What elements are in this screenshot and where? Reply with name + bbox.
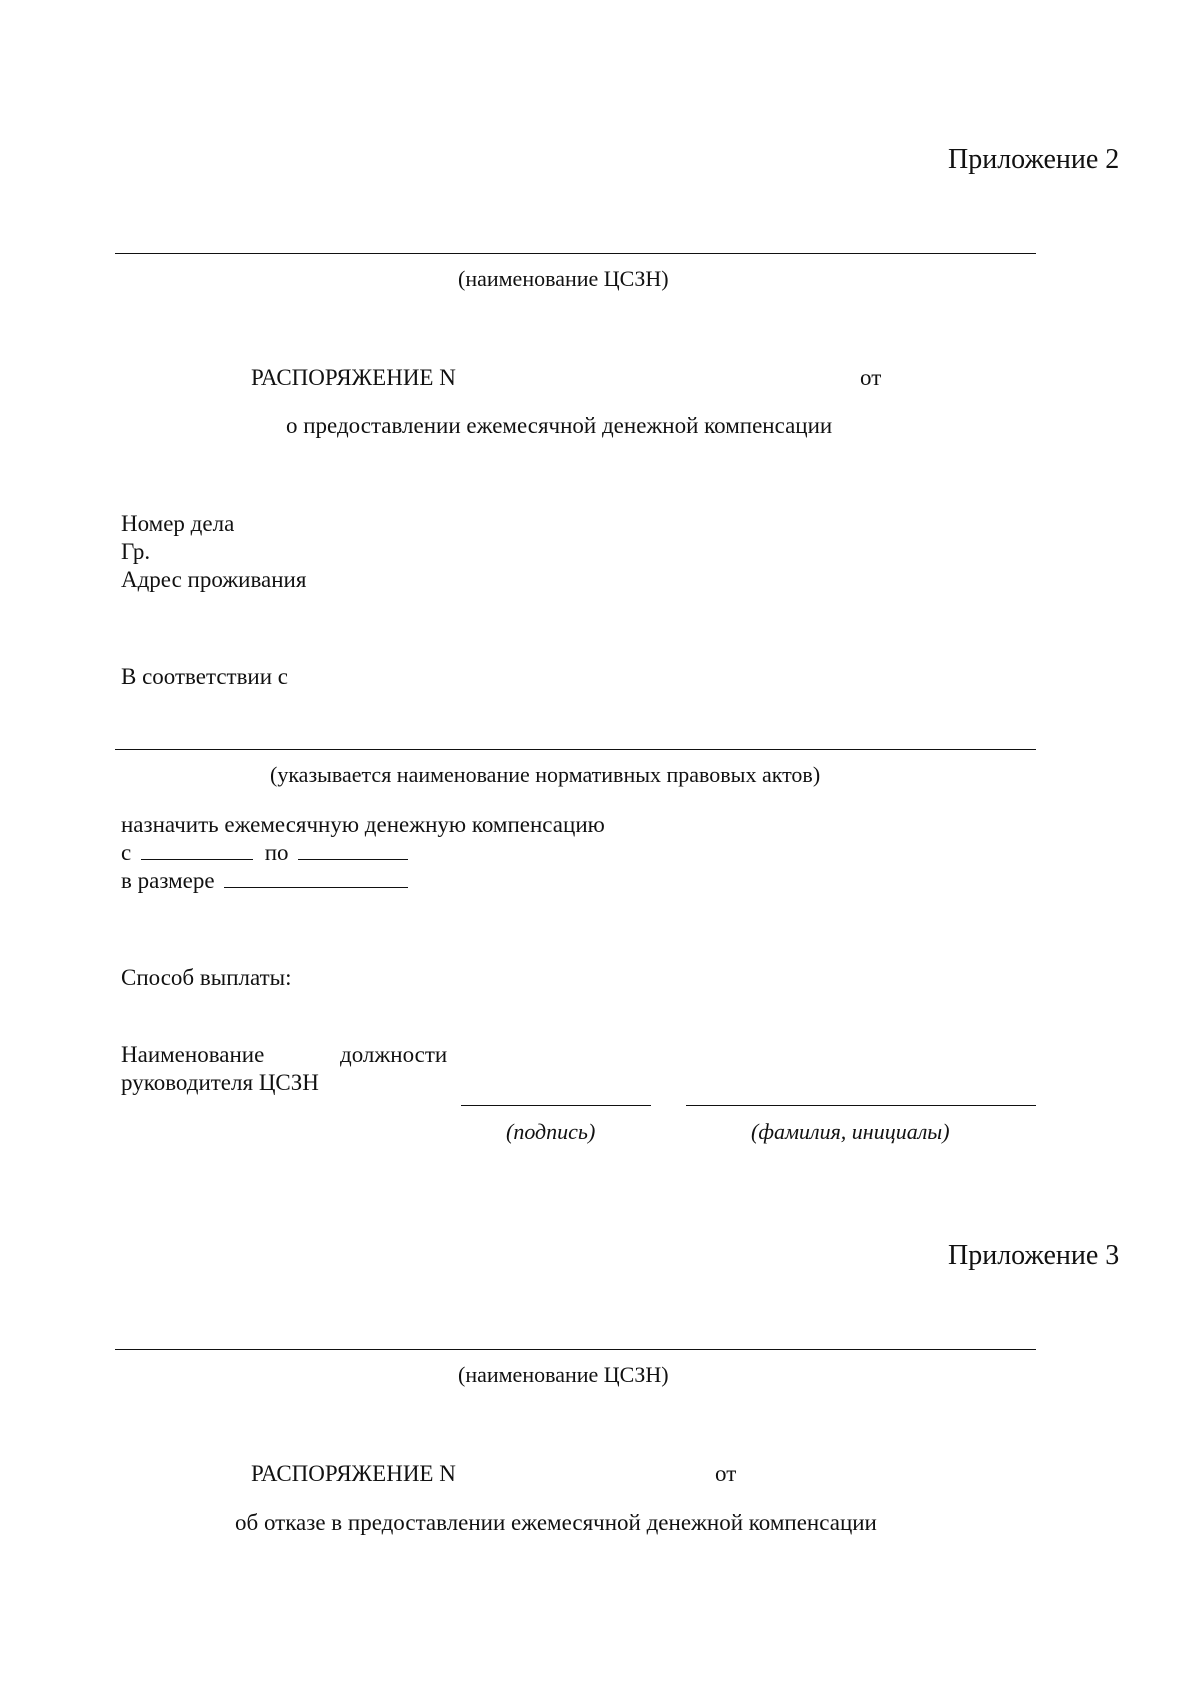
amount-row	[121, 869, 408, 892]
head-position-word2: должности	[340, 1042, 448, 1067]
org-name-caption: (наименование ЦСЗН)	[458, 266, 669, 291]
amount-label: в размере	[121, 868, 215, 893]
order-title-2: РАСПОРЯЖЕНИЕ N	[251, 1461, 456, 1486]
order-date-label-2: от	[715, 1461, 737, 1486]
period-to-blank	[298, 841, 408, 860]
legal-acts-line	[115, 749, 1036, 750]
period-to-label: по	[264, 840, 289, 865]
appendix-2-heading: Приложение 2	[948, 144, 1120, 175]
head-position-line2: руководителя ЦСЗН	[121, 1070, 319, 1095]
citizen-label: Гр.	[121, 539, 151, 564]
org-name-line-2	[115, 1349, 1036, 1350]
full-name-line	[686, 1105, 1036, 1106]
case-number-label: Номер дела	[121, 511, 235, 536]
order-subject: о предоставлении ежемесячной денежной компенсации	[286, 413, 833, 438]
legal-acts-caption: (указывается наименование нормативных правовых актов)	[270, 762, 821, 787]
address-label: Адрес проживания	[121, 567, 307, 592]
according-to-label: В соответствии с	[121, 664, 289, 689]
org-name-caption-2: (наименование ЦСЗН)	[458, 1362, 669, 1387]
order-subject-2: об отказе в предоставлении ежемесячной денежной компенсации	[235, 1510, 877, 1535]
amount-blank	[224, 869, 408, 888]
period-row	[121, 841, 408, 864]
order-title: РАСПОРЯЖЕНИЕ N	[251, 365, 456, 390]
head-position-word1: Наименование	[121, 1042, 265, 1067]
full-name-caption: (фамилия, инициалы)	[751, 1119, 950, 1144]
signature-line	[461, 1105, 651, 1106]
period-from-blank	[141, 841, 253, 860]
payment-method-label: Способ выплаты:	[121, 965, 292, 990]
appendix-3-heading: Приложение 3	[948, 1240, 1120, 1271]
org-name-line	[115, 253, 1036, 254]
period-from-label: с	[121, 840, 132, 865]
signature-caption: (подпись)	[506, 1119, 596, 1144]
assign-compensation-text: назначить ежемесячную денежную компенсацию	[121, 812, 605, 837]
order-date-label: от	[860, 365, 882, 390]
